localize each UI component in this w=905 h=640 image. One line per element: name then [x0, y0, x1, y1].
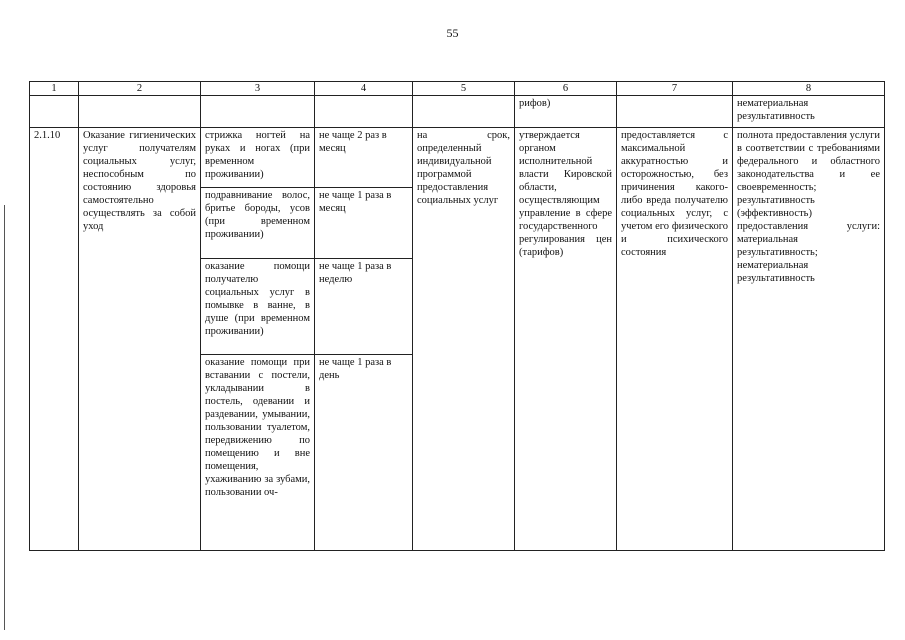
column-number: 3 — [201, 82, 315, 96]
conditions-cell: предоставляется с максимальной аккуратностью и осторожностью, без причинения какого-либо вреда получателю социальных услуг, с учетом его физического и психического состояния — [617, 128, 733, 551]
frequency-cell: не чаще 1 раза в месяц — [315, 188, 413, 259]
table-row — [30, 128, 885, 188]
column-number: 7 — [617, 82, 733, 96]
term-cell: на срок, определенный индивидуальной программой предоставления социальных услуг — [413, 128, 515, 551]
service-content-cell: оказание помощи при вставании с постели, укладывании в постель, одевании и раздевании, умывании, пользовании туалетом, передвижению по помещению и вне помещения, ухаживанию за зубами, пользовании оч- — [201, 355, 315, 551]
service-name-cell: Оказание гигиенических услуг получателям социальных услуг, неспособным по состоянию здоровья самостоятельно осуществлять за собой уход — [79, 128, 201, 551]
column-number: 6 — [515, 82, 617, 96]
column-number-row — [30, 82, 885, 96]
service-content-cell: подравнивание волос, бритье бороды, усов (при временном проживании) — [201, 188, 315, 259]
empty-cell — [617, 96, 733, 128]
frequency-cell: не чаще 1 раза в день — [315, 355, 413, 551]
service-content-cell: стрижка ногтей на руках и ногах (при временном проживании) — [201, 128, 315, 188]
empty-cell — [413, 96, 515, 128]
scan-edge-line — [4, 205, 5, 630]
continuation-cost-cell: рифов) — [515, 96, 617, 128]
column-number: 2 — [79, 82, 201, 96]
service-code-cell: 2.1.10 — [30, 128, 79, 551]
empty-cell — [30, 96, 79, 128]
empty-cell — [79, 96, 201, 128]
page-number: 55 — [446, 26, 459, 40]
frequency-cell: не чаще 1 раза в неделю — [315, 259, 413, 355]
continuation-quality-cell: нематериальная результативность — [733, 96, 885, 128]
empty-cell — [315, 96, 413, 128]
empty-cell — [201, 96, 315, 128]
service-content-cell: оказание помощи получателю социальных услуг в помывке в ванне, в душе (при временном проживании) — [201, 259, 315, 355]
column-number: 8 — [733, 82, 885, 96]
column-number: 4 — [315, 82, 413, 96]
continuation-row — [30, 96, 885, 128]
cost-cell: утверждается органом исполнительной власти Кировской области, осуществляющим управление в сфере государственного регулирования цен (тарифов) — [515, 128, 617, 551]
frequency-cell: не чаще 2 раз в месяц — [315, 128, 413, 188]
services-table — [29, 81, 885, 551]
column-number: 1 — [30, 82, 79, 96]
column-number: 5 — [413, 82, 515, 96]
quality-cell: полнота предоставления услуги в соответствии с требованиями федерального и областного законодательства и ее своевременность; результативность (эффективность) предоставления услуги: материальная результативность; нематериальная результативность — [733, 128, 885, 551]
